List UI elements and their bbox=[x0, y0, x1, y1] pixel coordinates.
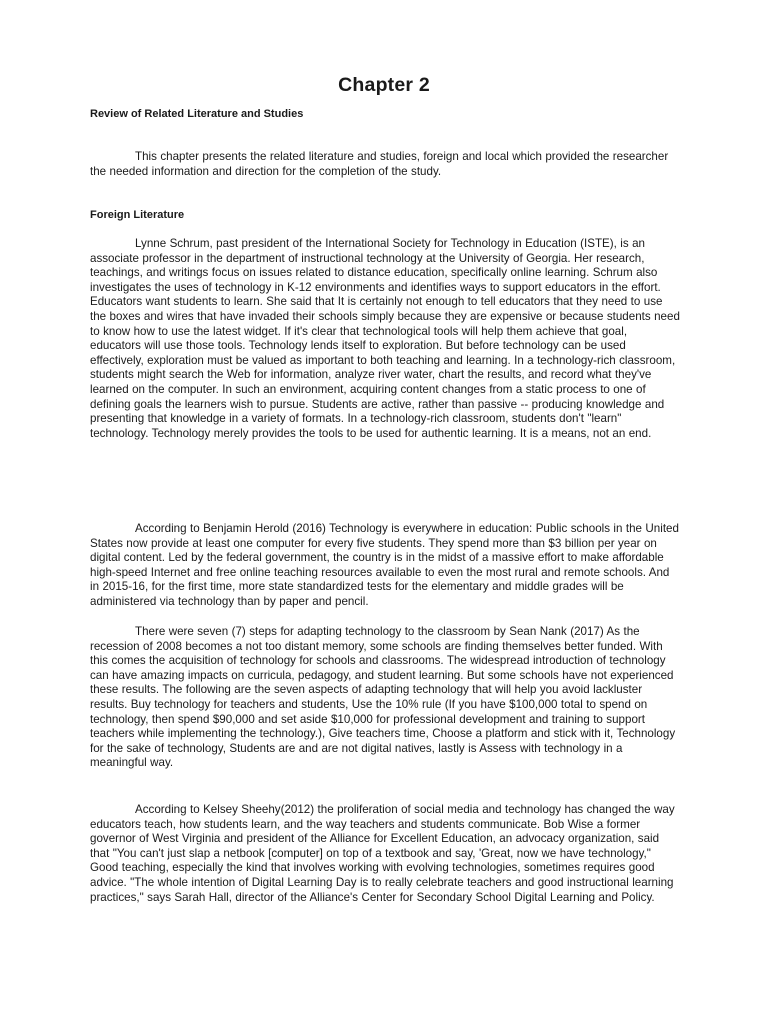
paragraph-schrum: Lynne Schrum, past president of the International Society for Technology in Education (ISTE), is an associate professor in the department of instructional technology at the University of Georgia. Her research, teachings, and writings focus on issues related to distance education, specifically online learning. Schrum also investigates the uses of technology in K-12 environments and identifies ways to support educators in the effort. Educators want students to learn. She said that It is certainly not enough to tell educators that they need to use the boxes and wires that have invaded their schools simply because they are expensive or because students need to know how to use the latest widget. If it's clear that technological tools will help them achieve that goal, educators will use those tools. Technology lends itself to exploration. But before technology can be used effectively, exploration must be valued as important to both teaching and learning. In a technology-rich classroom, students might search the Web for information, analyze river water, chart the results, and record what they've learned on the computer. In such an environment, acquiring content changes from a static process to one of defining goals the learners wish to pursue. Students are active, rather than passive -- producing knowledge and presenting that knowledge in a variety of formats. In a technology-rich classroom, students don't "learn" technology. Technology merely provides the tools to be used for authentic learning. It is a means, not an end. bbox=[90, 237, 680, 440]
chapter-title: Chapter 2 bbox=[338, 74, 430, 96]
section-heading-foreign-literature: Foreign Literature bbox=[90, 209, 185, 221]
chapter-subtitle: Review of Related Literature and Studies bbox=[90, 108, 304, 120]
intro-paragraph: This chapter presents the related literature and studies, foreign and local which provided the researcher the needed information and direction for the completion of the study. bbox=[90, 150, 669, 178]
paragraph-herold: According to Benjamin Herold (2016) Technology is everywhere in education: Public schools in the United States now provide at least one computer for every five students. They spend more than $3 billion per year on digital content. Led by the federal government, the country is in the midst of a massive effort to make affordable high-speed Internet and free online teaching resources available to even the most rural and remote schools. And in 2015-16, for the first time, more state standardized tests for the elementary and middle grades will be administered via technology than by paper and pencil. bbox=[90, 522, 679, 608]
paragraph-nank: There were seven (7) steps for adapting technology to the classroom by Sean Nank (2017) As the recession of 2008 becomes a not too distant memory, some schools are finding themselves better funded. With this comes the acquisition of technology for schools and classrooms. The widespread introduction of technology can have amazing impacts on curricula, pedagogy, and student learning. But some schools have not experienced these results. The following are the seven aspects of adapting technology that will help you avoid lackluster results. Buy technology for teachers and students, Use the 10% rule (If you have $100,000 total to spend on technology, then spend $90,000 and set aside $10,000 for professional development and training to support teachers while implementing the technology.), Give teachers time, Choose a platform and stick with it, Technology for the sake of technology, Students are and are not digital natives, lastly is Assess with technology in a meaningful way. bbox=[90, 625, 676, 770]
paragraph-sheehy: According to Kelsey Sheehy(2012) the proliferation of social media and technology has changed the way educators teach, how students learn, and the way teachers and students communicate. Bob Wise a former governor of West Virginia and president of the Alliance for Excellent Education, an advocacy organization, said that "You can't just slap a netbook [computer] on top of a textbook and say, 'Great, now we have technology," Good teaching, especially the kind that involves working with evolving technologies, sometimes requires good advice. "The whole intention of Digital Learning Day is to really celebrate teachers and good instructional learning practices," says Sarah Hall, director of the Alliance's Center for Secondary School Digital Learning and Policy. bbox=[90, 803, 675, 904]
